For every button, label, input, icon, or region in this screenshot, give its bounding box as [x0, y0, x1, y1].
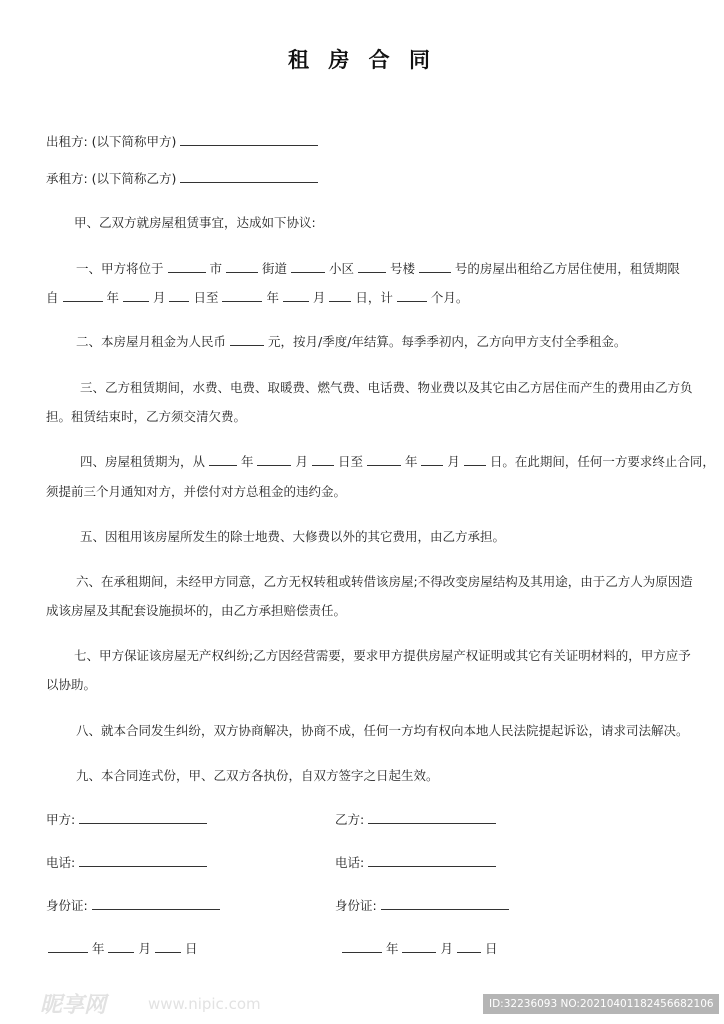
party-a-month-field[interactable] [108, 940, 134, 953]
watermark-logo: 昵享网 [40, 993, 107, 1018]
lease-start-day-field[interactable] [312, 453, 334, 466]
lessee-label: 承租方: (以下简称乙方) [46, 171, 177, 186]
clause-text: 年 [404, 454, 418, 469]
watermark-url: www.nipic.com [148, 995, 261, 1013]
clause1-line1 [76, 259, 680, 277]
start-day-field[interactable] [169, 289, 189, 302]
lease-end-year-field[interactable] [367, 453, 401, 466]
clause6-line2: 成该房屋及其配套设施损坏的，由乙方承担赔偿责任。 [46, 603, 347, 618]
end-day-field[interactable] [329, 289, 351, 302]
party-a-signature-field[interactable] [79, 811, 207, 824]
lessor-line [46, 132, 318, 150]
clause9-line: 九、本合同连式份，甲、乙双方各执份，自双方签字之日起生效。 [76, 768, 439, 783]
building-field[interactable] [358, 260, 386, 273]
clause-text: 号的房屋出租给乙方居住使用，租赁期限 [454, 261, 680, 276]
street-field[interactable] [226, 260, 258, 273]
phone-label: 电话: [46, 855, 76, 870]
clause-text: 日至 [337, 454, 363, 469]
clause-text: 市 [209, 261, 222, 276]
clause6-line1: 六、在承租期间，未经甲方同意，乙方无权转租或转借该房屋;不得改变房屋结构及其用途，由于乙方人为原因造 [76, 574, 693, 589]
party-a-id [46, 896, 220, 914]
year-label: 年 [385, 941, 399, 956]
clause-text: 年 [266, 290, 279, 305]
clause-text: 年 [240, 454, 254, 469]
party-a-sign [46, 810, 207, 828]
clause1-line2 [46, 288, 468, 306]
end-year-field[interactable] [222, 289, 262, 302]
clause3-line2: 担。租赁结束时，乙方须交清欠费。 [46, 409, 247, 424]
clause-text: 自 [46, 290, 59, 305]
party-b-date [342, 939, 497, 957]
party-b-id [335, 896, 509, 914]
clause5-line: 五、因租用该房屋所发生的除士地费、大修费以外的其它费用，由乙方承担。 [80, 529, 506, 544]
clause-text: 月 [295, 454, 308, 469]
clause-text: 个月。 [430, 290, 469, 305]
id-card-label: 身份证: [335, 898, 377, 913]
party-b-signature-field[interactable] [368, 811, 496, 824]
party-a-day-field[interactable] [155, 940, 181, 953]
party-b-id-field[interactable] [381, 897, 509, 910]
id-card-label: 身份证: [46, 898, 88, 913]
party-b-month-field[interactable] [402, 940, 436, 953]
clause-text: 月 [312, 290, 326, 305]
clause8-line: 八、就本合同发生纠纷，双方协商解决，协商不成，任何一方均有权向本地人民法院提起诉讼，请求司法解决。 [76, 723, 689, 738]
party-b-phone [335, 853, 496, 871]
rent-amount-field[interactable] [230, 333, 264, 346]
party-b-year-field[interactable] [342, 940, 382, 953]
city-field[interactable] [168, 260, 206, 273]
clause-text: 一、甲方将位于 [76, 261, 164, 276]
party-a-label: 甲方: [46, 812, 76, 827]
clause-text: 小区 [328, 261, 354, 276]
month-label: 月 [440, 941, 453, 956]
clause-text: 元，按月/季度/年结算。每季季初内，乙方向甲方支付全季租金。 [267, 334, 627, 349]
clause2-line [76, 332, 626, 350]
clause7-line2: 以协助。 [46, 677, 97, 692]
room-field[interactable] [419, 260, 451, 273]
start-month-field[interactable] [123, 289, 149, 302]
party-b-label: 乙方: [335, 812, 365, 827]
month-label: 月 [138, 941, 151, 956]
lessor-name-field[interactable] [180, 133, 318, 146]
clause-text: 日，计 [355, 290, 393, 305]
party-a-id-field[interactable] [92, 897, 220, 910]
party-a-date [48, 939, 197, 957]
clause-text: 街道 [261, 261, 287, 276]
clause-text: 日至 [193, 290, 219, 305]
months-field[interactable] [397, 289, 427, 302]
clause4-line1 [80, 452, 715, 470]
clause-text: 年 [106, 290, 119, 305]
image-id-bar: ID:32236093 NO:20210401182456682106 [483, 994, 719, 1014]
clause7-line1: 七、甲方保证该房屋无产权纠纷;乙方因经营需要，要求甲方提供房屋产权证明或其它有关证明材料的，甲方应予 [74, 648, 691, 663]
party-b-phone-field[interactable] [368, 854, 496, 867]
clause-text: 月 [447, 454, 460, 469]
party-a-phone-field[interactable] [79, 854, 207, 867]
year-label: 年 [91, 941, 105, 956]
clause-text: 四、房屋租赁期为，从 [80, 454, 206, 469]
party-a-year-field[interactable] [48, 940, 88, 953]
clause-text: 月 [152, 290, 166, 305]
document-title: 租 房 合 同 [288, 48, 436, 72]
lessee-line [46, 169, 318, 187]
clause-text: 日。在此期间，任何一方要求终止合同， [489, 454, 715, 469]
phone-label: 电话: [335, 855, 365, 870]
clause4-line2: 须提前三个月通知对方，并偿付对方总租金的违约金。 [46, 484, 347, 499]
lessor-label: 出租方: (以下简称甲方) [46, 134, 177, 149]
party-b-sign [335, 810, 496, 828]
clause-text: 号楼 [389, 261, 415, 276]
lease-start-year-field[interactable] [209, 453, 237, 466]
lease-end-day-field[interactable] [464, 453, 486, 466]
clause-text: 二、本房屋月租金为人民币 [76, 334, 227, 349]
party-a-phone [46, 853, 207, 871]
lessee-name-field[interactable] [180, 170, 318, 183]
day-label: 日 [184, 941, 198, 956]
lease-start-month-field[interactable] [257, 453, 291, 466]
community-field[interactable] [291, 260, 325, 273]
day-label: 日 [484, 941, 498, 956]
end-month-field[interactable] [283, 289, 309, 302]
lease-end-month-field[interactable] [421, 453, 443, 466]
clause3-line1: 三、乙方租赁期间，水费、电费、取暖费、燃气费、电话费、物业费以及其它由乙方居住而产生的费用由乙方负 [80, 380, 693, 395]
party-b-day-field[interactable] [457, 940, 481, 953]
intro-text: 甲、乙双方就房屋租赁事宜，达成如下协议: [74, 215, 316, 230]
start-year-field[interactable] [63, 289, 103, 302]
